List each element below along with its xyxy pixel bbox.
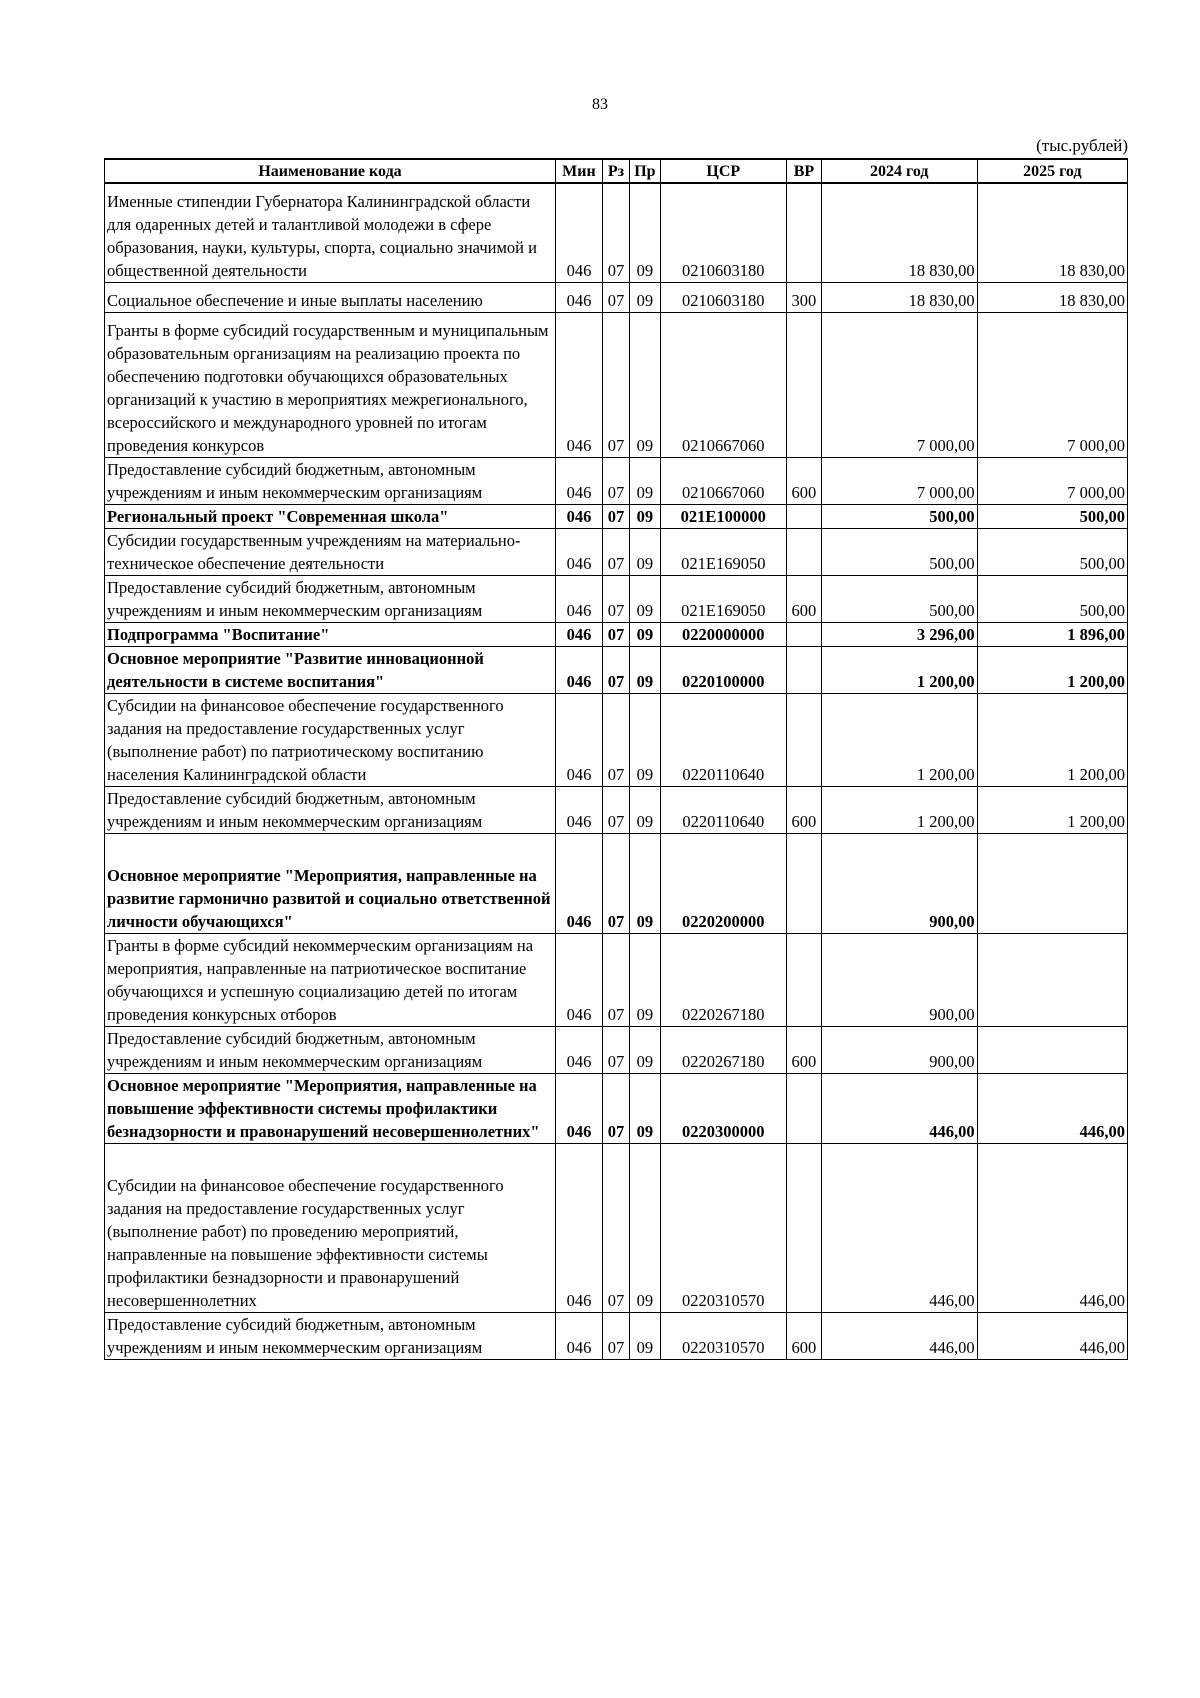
cell-pr: 09 <box>630 834 661 934</box>
cell-name: Субсидии государственным учреждениям на материально-техническое обеспечение деятельности <box>105 529 556 576</box>
cell-2024: 500,00 <box>821 505 977 529</box>
cell-name: Основное мероприятие "Развитие инновационной деятельности в системе воспитания" <box>105 647 556 694</box>
cell-min: 046 <box>556 283 603 313</box>
cell-2024: 900,00 <box>821 1027 977 1074</box>
cell-name: Гранты в форме субсидий государственным и муниципальным образовательным организациям на реализацию проекта по обеспечению подготовки обучающихся образовательных организаций к участию в мероприятиях межрегионального, всероссийского и международного уровней по итогам проведения конкурсов <box>105 313 556 458</box>
cell-2025: 18 830,00 <box>977 283 1127 313</box>
cell-name: Подпрограмма "Воспитание" <box>105 623 556 647</box>
table-row <box>105 313 1128 458</box>
cell-name: Субсидии на финансовое обеспечение государственного задания на предоставление государственных услуг (выполнение работ) по проведению мероприятий, направленные на повышение эффективности системы профилактики безнадзорности и правонарушений несовершеннолетних <box>105 1144 556 1313</box>
cell-2024: 1 200,00 <box>821 647 977 694</box>
cell-name: Субсидии на финансовое обеспечение государственного задания на предоставление государственных услуг (выполнение работ) по патриотическому воспитанию населения Калининградской области <box>105 694 556 787</box>
cell-vr: 600 <box>786 1027 821 1074</box>
cell-2024: 1 200,00 <box>821 787 977 834</box>
cell-2025: 500,00 <box>977 529 1127 576</box>
cell-2024: 500,00 <box>821 576 977 623</box>
page-number: 83 <box>592 96 608 113</box>
cell-name: Предоставление субсидий бюджетным, автономным учреждениям и иным некоммерческим организациям <box>105 787 556 834</box>
cell-csr: 0210603180 <box>660 183 786 283</box>
cell-rz: 07 <box>602 313 629 458</box>
table-row <box>105 283 1128 313</box>
cell-pr: 09 <box>630 505 661 529</box>
cell-name: Предоставление субсидий бюджетным, автономным учреждениям и иным некоммерческим организациям <box>105 576 556 623</box>
cell-2025: 7 000,00 <box>977 458 1127 505</box>
cell-csr: 0220267180 <box>660 934 786 1027</box>
cell-rz: 07 <box>602 458 629 505</box>
table-row <box>105 1027 1128 1074</box>
cell-min: 046 <box>556 183 603 283</box>
cell-pr: 09 <box>630 313 661 458</box>
cell-min: 046 <box>556 694 603 787</box>
header-csr: ЦСР <box>660 159 786 183</box>
cell-min: 046 <box>556 505 603 529</box>
cell-name: Региональный проект "Современная школа" <box>105 505 556 529</box>
cell-min: 046 <box>556 529 603 576</box>
table-row <box>105 1313 1128 1360</box>
cell-min: 046 <box>556 623 603 647</box>
header-2024: 2024 год <box>821 159 977 183</box>
cell-rz: 07 <box>602 623 629 647</box>
cell-rz: 07 <box>602 1313 629 1360</box>
header-name: Наименование кода <box>105 159 556 183</box>
cell-2024: 18 830,00 <box>821 283 977 313</box>
cell-2024: 7 000,00 <box>821 458 977 505</box>
cell-rz: 07 <box>602 647 629 694</box>
cell-2025: 1 896,00 <box>977 623 1127 647</box>
cell-csr: 0220200000 <box>660 834 786 934</box>
cell-rz: 07 <box>602 934 629 1027</box>
cell-min: 046 <box>556 1144 603 1313</box>
units-label: (тыс.рублей) <box>1036 136 1128 155</box>
cell-rz: 07 <box>602 694 629 787</box>
cell-csr: 0210667060 <box>660 458 786 505</box>
cell-vr: 600 <box>786 458 821 505</box>
cell-rz: 07 <box>602 787 629 834</box>
cell-rz: 07 <box>602 183 629 283</box>
cell-2024: 446,00 <box>821 1074 977 1144</box>
cell-csr: 021E169050 <box>660 529 786 576</box>
cell-csr: 0220000000 <box>660 623 786 647</box>
cell-2025: 1 200,00 <box>977 694 1127 787</box>
cell-2025: 7 000,00 <box>977 313 1127 458</box>
cell-2024: 446,00 <box>821 1144 977 1313</box>
cell-2024: 500,00 <box>821 529 977 576</box>
table-header-row <box>105 159 1128 183</box>
cell-min: 046 <box>556 576 603 623</box>
cell-2025: 18 830,00 <box>977 183 1127 283</box>
cell-csr: 0220267180 <box>660 1027 786 1074</box>
cell-pr: 09 <box>630 1313 661 1360</box>
cell-2024: 7 000,00 <box>821 313 977 458</box>
cell-vr: 600 <box>786 576 821 623</box>
cell-csr: 0220110640 <box>660 787 786 834</box>
cell-pr: 09 <box>630 529 661 576</box>
cell-vr <box>786 183 821 283</box>
cell-pr: 09 <box>630 1074 661 1144</box>
cell-vr <box>786 647 821 694</box>
cell-pr: 09 <box>630 183 661 283</box>
cell-name: Основное мероприятие "Мероприятия, направленные на развитие гармонично развитой и социально ответственной личности обучающихся" <box>105 834 556 934</box>
cell-csr: 0220310570 <box>660 1313 786 1360</box>
header-pr: Пр <box>630 159 661 183</box>
cell-csr: 0220110640 <box>660 694 786 787</box>
cell-csr: 0220310570 <box>660 1144 786 1313</box>
cell-rz: 07 <box>602 283 629 313</box>
cell-2024: 900,00 <box>821 934 977 1027</box>
cell-2025: 446,00 <box>977 1313 1127 1360</box>
cell-name: Гранты в форме субсидий некоммерческим организациям на мероприятия, направленные на патриотическое воспитание обучающихся и успешную социализацию детей по итогам проведения конкурсных отборов <box>105 934 556 1027</box>
cell-vr: 600 <box>786 1313 821 1360</box>
cell-vr <box>786 623 821 647</box>
cell-name: Предоставление субсидий бюджетным, автономным учреждениям и иным некоммерческим организациям <box>105 458 556 505</box>
cell-2024: 1 200,00 <box>821 694 977 787</box>
cell-rz: 07 <box>602 1144 629 1313</box>
table-row <box>105 1144 1128 1313</box>
cell-min: 046 <box>556 647 603 694</box>
cell-vr <box>786 1074 821 1144</box>
cell-2024: 3 296,00 <box>821 623 977 647</box>
cell-min: 046 <box>556 313 603 458</box>
header-min: Мин <box>556 159 603 183</box>
cell-min: 046 <box>556 1074 603 1144</box>
table-row <box>105 183 1128 283</box>
cell-2025: 1 200,00 <box>977 787 1127 834</box>
cell-vr <box>786 505 821 529</box>
cell-csr: 0210667060 <box>660 313 786 458</box>
cell-rz: 07 <box>602 505 629 529</box>
cell-name: Основное мероприятие "Мероприятия, направленные на повышение эффективности системы профилактики безнадзорности и правонарушений несовершеннолетних" <box>105 1074 556 1144</box>
table-row <box>105 576 1128 623</box>
header-2025: 2025 год <box>977 159 1127 183</box>
cell-csr: 0220100000 <box>660 647 786 694</box>
cell-min: 046 <box>556 934 603 1027</box>
table-row <box>105 529 1128 576</box>
cell-rz: 07 <box>602 1027 629 1074</box>
cell-pr: 09 <box>630 934 661 1027</box>
cell-2025: 1 200,00 <box>977 647 1127 694</box>
cell-min: 046 <box>556 834 603 934</box>
cell-csr: 021E169050 <box>660 576 786 623</box>
cell-vr: 300 <box>786 283 821 313</box>
cell-name: Социальное обеспечение и иные выплаты населению <box>105 283 556 313</box>
cell-pr: 09 <box>630 458 661 505</box>
cell-min: 046 <box>556 458 603 505</box>
cell-csr: 0210603180 <box>660 283 786 313</box>
cell-2025: 446,00 <box>977 1074 1127 1144</box>
header-vr: ВР <box>786 159 821 183</box>
table-row <box>105 694 1128 787</box>
table-row <box>105 1074 1128 1144</box>
cell-pr: 09 <box>630 647 661 694</box>
table-row <box>105 834 1128 934</box>
cell-pr: 09 <box>630 694 661 787</box>
cell-min: 046 <box>556 1027 603 1074</box>
cell-vr <box>786 934 821 1027</box>
cell-rz: 07 <box>602 576 629 623</box>
cell-2024: 446,00 <box>821 1313 977 1360</box>
cell-2025: 500,00 <box>977 576 1127 623</box>
cell-vr <box>786 1144 821 1313</box>
cell-min: 046 <box>556 1313 603 1360</box>
cell-name: Именные стипендии Губернатора Калининградской области для одаренных детей и талантливой молодежи в сфере образования, науки, культуры, спорта, социально значимой и общественной деятельности <box>105 183 556 283</box>
cell-2025: 500,00 <box>977 505 1127 529</box>
cell-csr: 0220300000 <box>660 1074 786 1144</box>
cell-2025 <box>977 934 1127 1027</box>
cell-2024: 900,00 <box>821 834 977 934</box>
cell-rz: 07 <box>602 834 629 934</box>
cell-rz: 07 <box>602 1074 629 1144</box>
cell-pr: 09 <box>630 1027 661 1074</box>
cell-2025: 446,00 <box>977 1144 1127 1313</box>
cell-2024: 18 830,00 <box>821 183 977 283</box>
cell-name: Предоставление субсидий бюджетным, автономным учреждениям и иным некоммерческим организациям <box>105 1027 556 1074</box>
budget-table <box>104 158 1128 1360</box>
table-row <box>105 505 1128 529</box>
table-row <box>105 458 1128 505</box>
cell-vr <box>786 529 821 576</box>
cell-vr <box>786 694 821 787</box>
cell-min: 046 <box>556 787 603 834</box>
cell-csr: 021E100000 <box>660 505 786 529</box>
table-row <box>105 623 1128 647</box>
header-rz: Рз <box>602 159 629 183</box>
cell-vr <box>786 313 821 458</box>
cell-pr: 09 <box>630 283 661 313</box>
cell-vr: 600 <box>786 787 821 834</box>
table-row <box>105 647 1128 694</box>
cell-2025 <box>977 1027 1127 1074</box>
cell-pr: 09 <box>630 576 661 623</box>
cell-pr: 09 <box>630 1144 661 1313</box>
cell-vr <box>786 834 821 934</box>
cell-2025 <box>977 834 1127 934</box>
cell-name: Предоставление субсидий бюджетным, автономным учреждениям и иным некоммерческим организациям <box>105 1313 556 1360</box>
cell-pr: 09 <box>630 787 661 834</box>
table-row <box>105 787 1128 834</box>
cell-pr: 09 <box>630 623 661 647</box>
cell-rz: 07 <box>602 529 629 576</box>
table-row <box>105 934 1128 1027</box>
